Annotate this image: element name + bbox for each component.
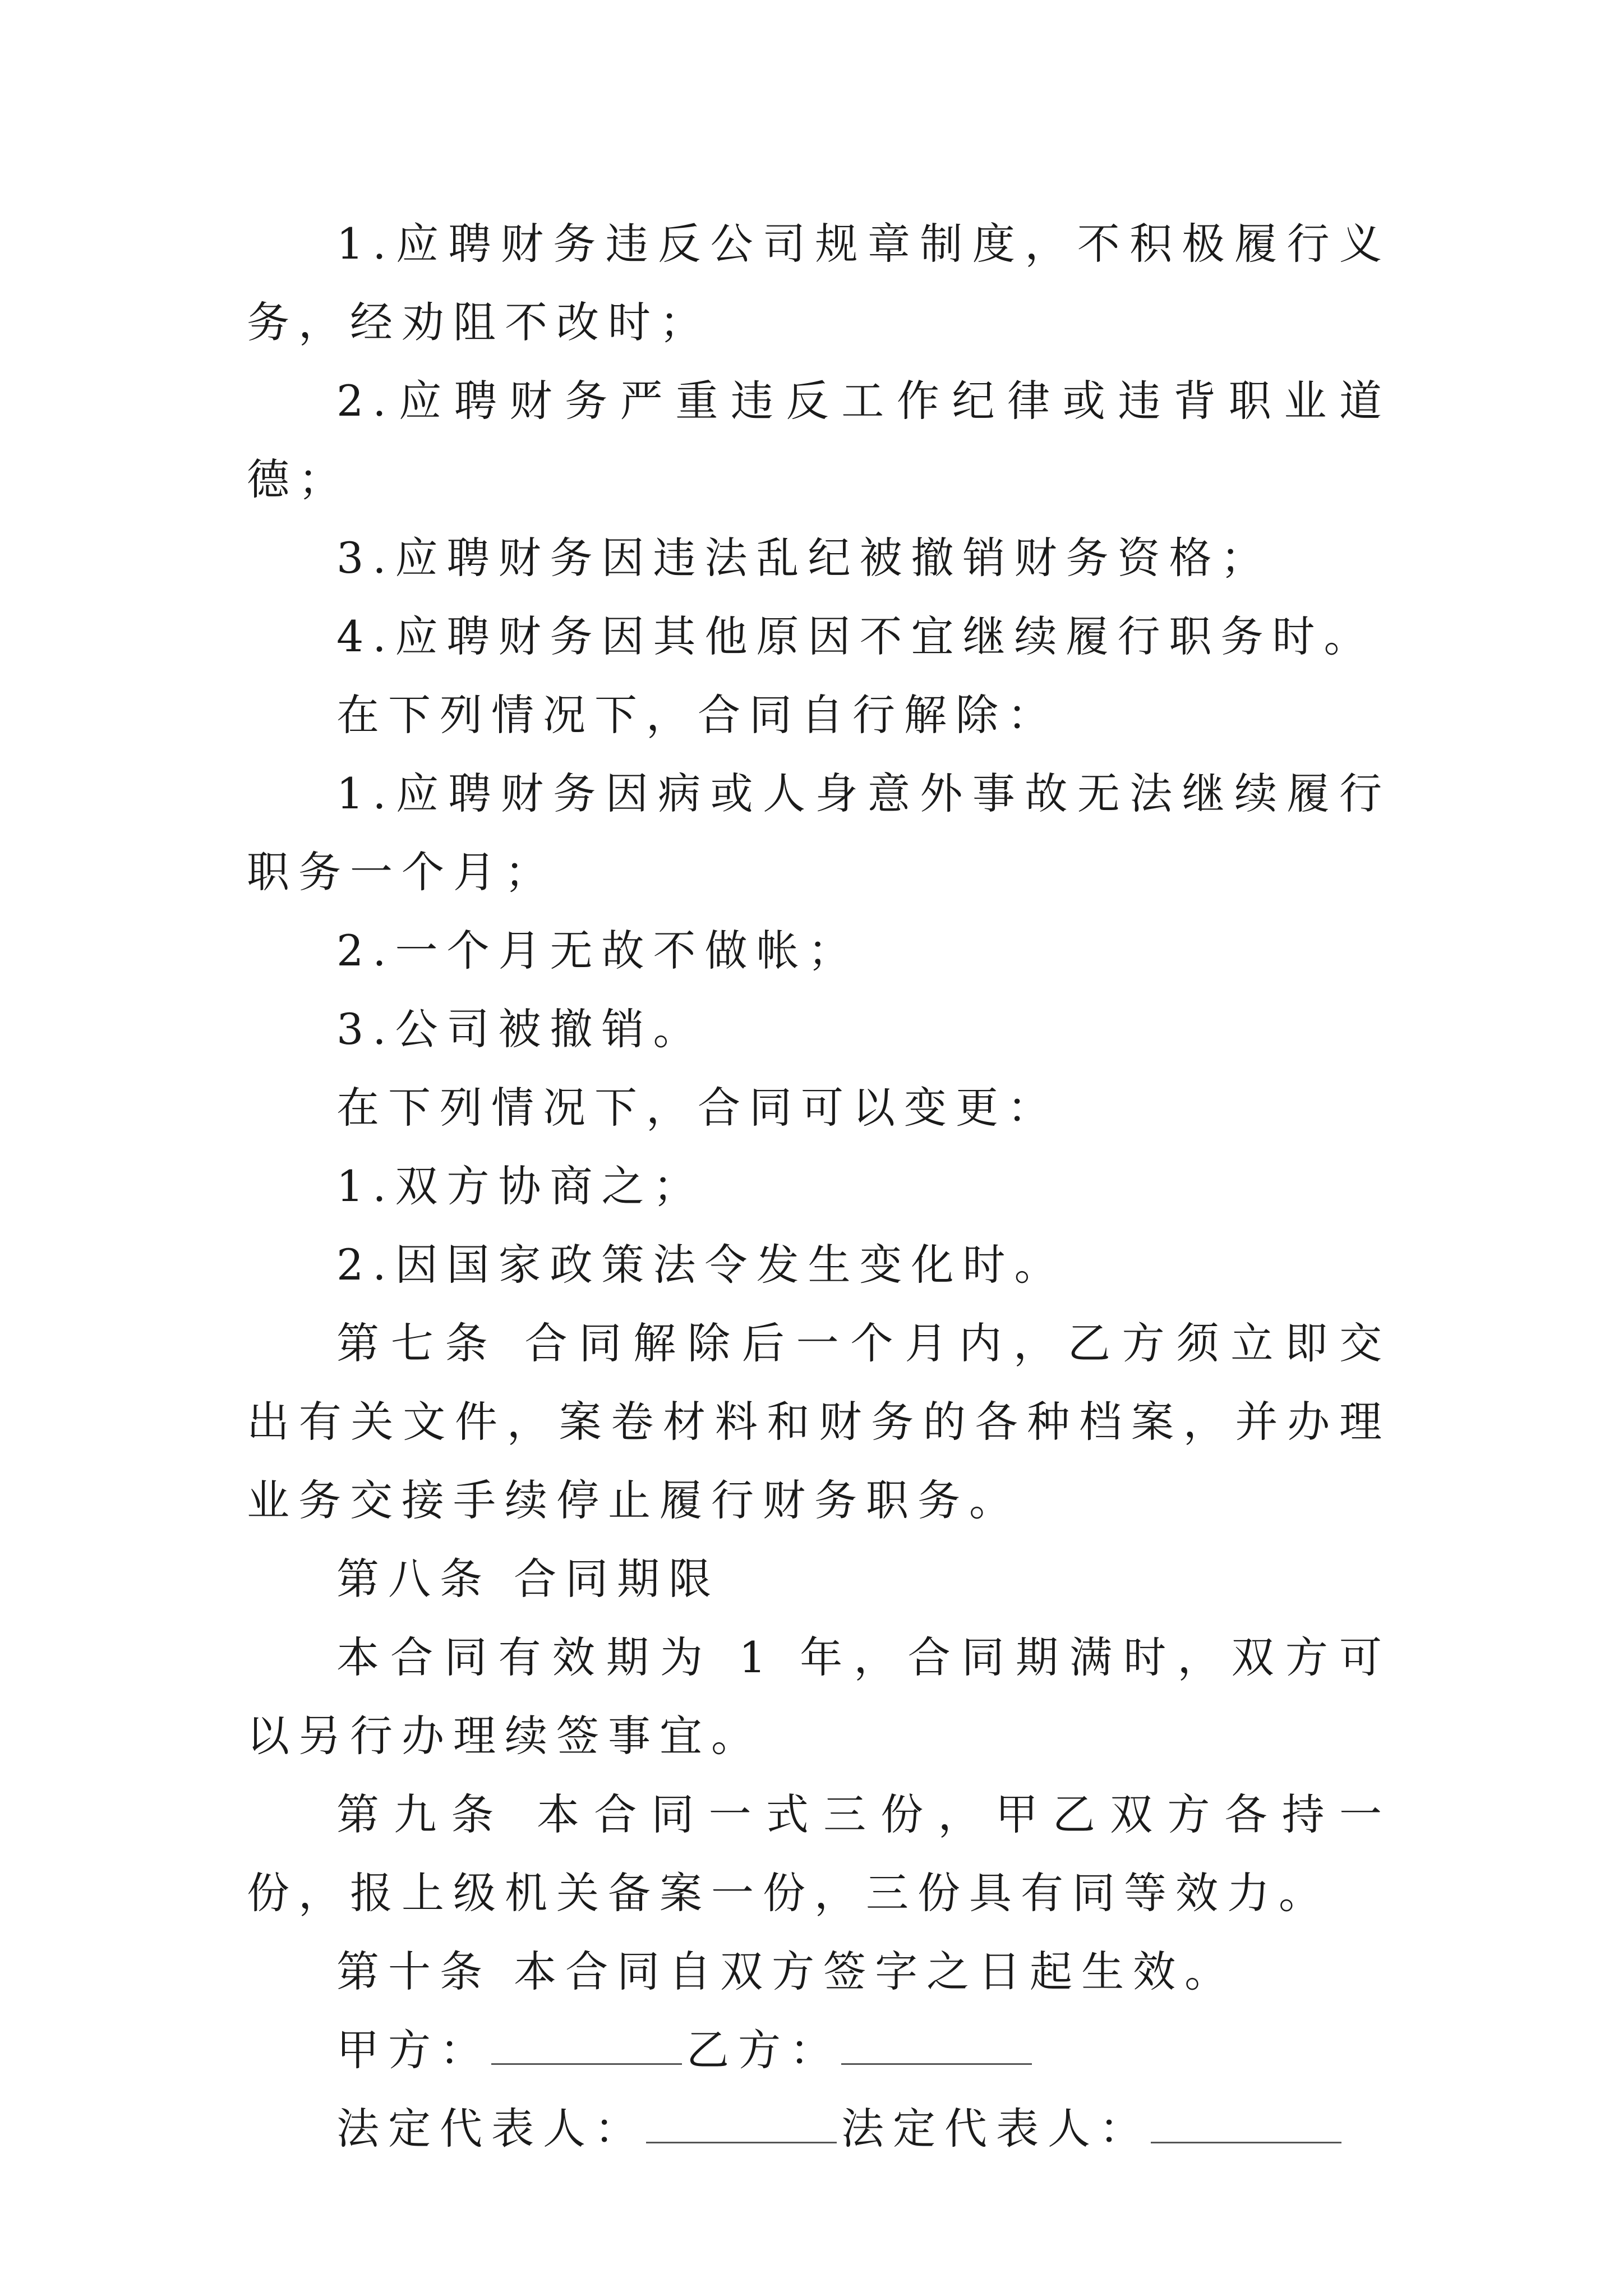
termination-item-3: 3.公司被撤销。 (336, 1004, 705, 1054)
party-a-label: 甲方： (336, 2025, 491, 2075)
article-8-title: 第八条 合同期限 (336, 1554, 721, 1604)
termination-item-2: 2.一个月无故不做帐； (336, 926, 860, 976)
change-item-1: 1.双方协商之； (336, 1161, 705, 1211)
party-signature-line (247, 2011, 1391, 2090)
clause-item-1: 1.应聘财务违反公司规章制度，不积极履行义务，经劝阻不改时； (247, 219, 1391, 347)
party-b-blank[interactable] (841, 2030, 1032, 2065)
clause-item-3: 3.应聘财务因违法乱纪被撤销财务资格； (336, 533, 1272, 583)
article-10: 第十条 本合同自双方签字之日起生效。 (336, 1947, 1237, 1996)
rep-a-blank[interactable] (646, 2108, 837, 2143)
article-8-body: 本合同有效期为 1 年，合同期满时，双方可以另行办理续签事宜。 (247, 1632, 1391, 1761)
article-7: 第七条 合同解除后一个月内，乙方须立即交出有关文件，案卷材料和财务的各种档案，并办理业务交接手续停止履行财务职务。 (247, 1318, 1391, 1525)
rep-b-blank[interactable] (1151, 2108, 1341, 2143)
party-a-blank[interactable] (491, 2030, 682, 2065)
article-9: 第九条 本合同一式三份，甲乙双方各持一份，报上级机关备案一份，三份具有同等效力。 (247, 1789, 1391, 1918)
clause-item-2: 2.应聘财务严重违反工作纪律或违背职业道德； (247, 376, 1391, 504)
auto-termination-heading: 在下列情况下，合同自行解除： (336, 690, 1059, 740)
clause-item-4: 4.应聘财务因其他原因不宜继续履行职务时。 (336, 611, 1376, 661)
party-b-label: 乙方： (686, 2025, 841, 2075)
rep-a-label: 法定代表人： (336, 2104, 646, 2154)
change-item-2: 2.因国家政策法令发生变化时。 (336, 1240, 1066, 1290)
contract-body (247, 205, 1391, 2168)
rep-b-label: 法定代表人： (841, 2104, 1151, 2154)
termination-item-1: 1.应聘财务因病或人身意外事故无法继续履行职务一个月； (247, 769, 1391, 897)
change-heading: 在下列情况下，合同可以变更： (336, 1083, 1059, 1133)
representative-signature-line (247, 2090, 1391, 2168)
